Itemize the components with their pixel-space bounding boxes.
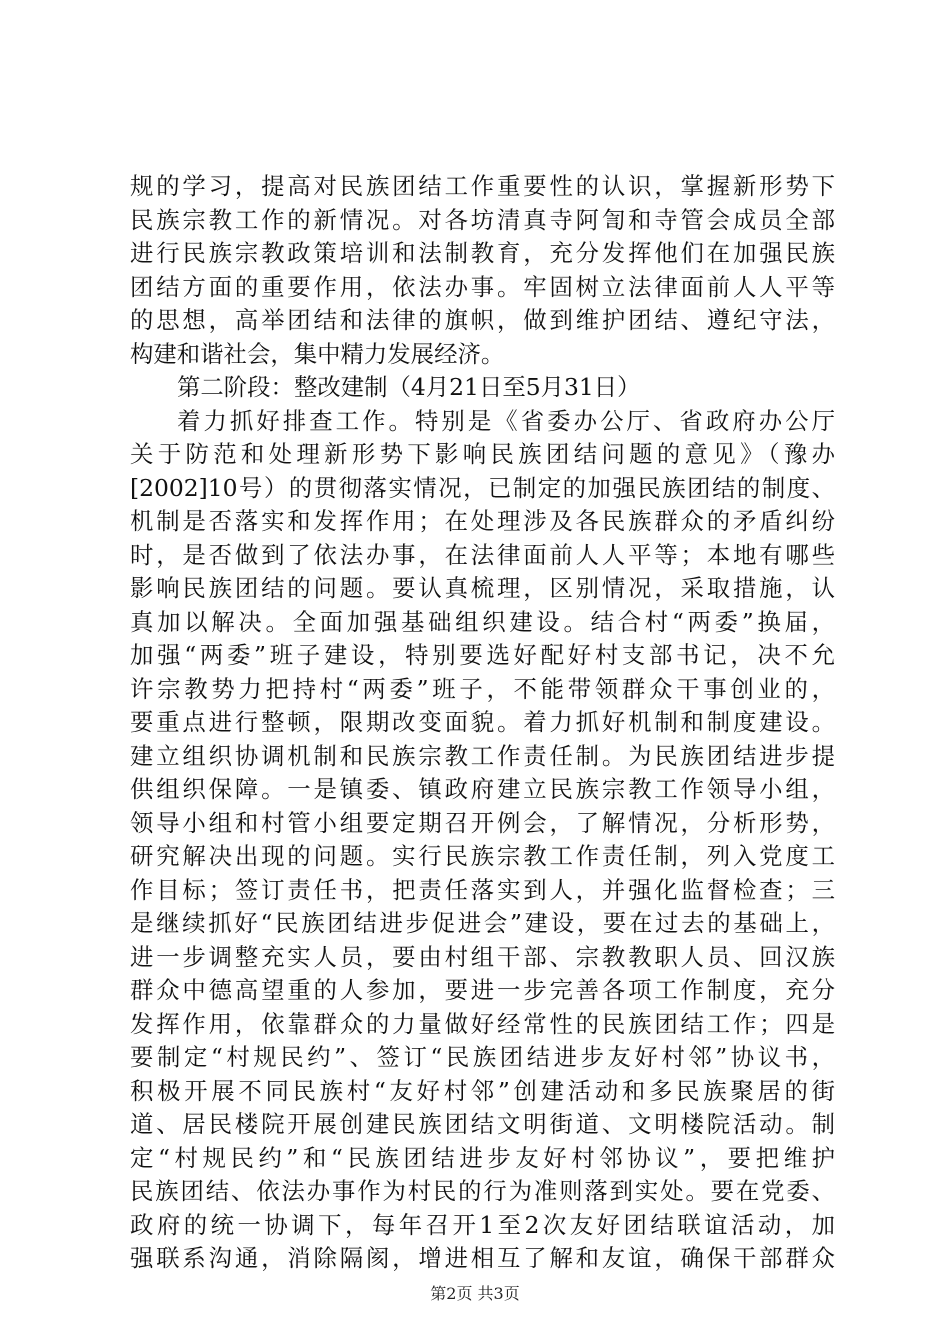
section-heading: 第二阶段：整改建制（4月21日至5月31日） xyxy=(177,373,641,401)
text-line: 进一步调整充实人员，要由村组干部、宗教教职人员、回汉族 xyxy=(130,942,835,971)
text-line: 民族宗教工作的新情况。对各坊清真寺阿訇和寺管会成员全部 xyxy=(130,205,835,234)
document-body xyxy=(130,170,835,1276)
text-line: 领导小组和村管小组要定期召开例会，了解情况，分析形势， xyxy=(130,808,835,837)
text-line: 真加以解决。全面加强基础组织建设。结合村“两委”换届， xyxy=(130,607,835,636)
text-line: 关于防范和处理新形势下影响民族团结问题的意见》（豫办 xyxy=(130,440,835,468)
text-line: 定“村规民约”和“民族团结进步友好村邻协议”，要把维护 xyxy=(130,1143,835,1172)
paragraph-first-line: 着力抓好排查工作。特别是《省委办公厅、省政府办公厅 xyxy=(177,406,835,435)
page-number-footer: 第2页 共3页 xyxy=(430,1284,520,1303)
text-line: 民族团结、依法办事作为村民的行为准则落到实处。要在党委、 xyxy=(130,1177,835,1205)
text-line: 的思想，高举团结和法律的旗帜，做到维护团结、遵纪守法， xyxy=(130,306,835,334)
text-line: 供组织保障。一是镇委、镇政府建立民族宗教工作领导小组， xyxy=(130,775,835,803)
text-line: 要制定“村规民约”、签订“民族团结进步友好村邻”协议书， xyxy=(130,1043,835,1071)
text-line: 作目标；签订责任书，把责任落实到人，并强化监督检查；三 xyxy=(130,875,835,904)
text-line: 时，是否做到了依法办事，在法律面前人人平等；本地有哪些 xyxy=(130,540,835,569)
text-line: 构建和谐社会，集中精力发展经济。 xyxy=(130,339,505,368)
text-line: 进行民族宗教政策培训和法制教育，充分发挥他们在加强民族 xyxy=(130,239,835,267)
text-line: 建立组织协调机制和民族宗教工作责任制。为民族团结进步提 xyxy=(130,741,835,770)
text-line: 要重点进行整顿，限期改变面貌。着力抓好机制和制度建设。 xyxy=(130,708,835,736)
text-line: 机制是否落实和发挥作用；在处理涉及各民族群众的矛盾纠纷 xyxy=(130,507,835,535)
text-line: 是继续抓好“民族团结进步促进会”建设，要在过去的基础上， xyxy=(130,909,835,937)
text-line: 发挥作用，依靠群众的力量做好经常性的民族团结工作；四是 xyxy=(130,1009,835,1038)
text-line: 研究解决出现的问题。实行民族宗教工作责任制，列入党度工 xyxy=(130,842,835,870)
text-line: 影响民族团结的问题。要认真梳理，区别情况，采取措施，认 xyxy=(130,574,835,602)
text-line: 团结方面的重要作用，依法办事。牢固树立法律面前人人平等 xyxy=(130,272,835,301)
text-line: 许宗教势力把持村“两委”班子，不能带领群众干事创业的， xyxy=(130,674,835,703)
text-line: 规的学习，提高对民族团结工作重要性的认识，掌握新形势下 xyxy=(130,172,835,200)
text-line: 政府的统一协调下，每年召开1至2次友好团结联谊活动，加 xyxy=(130,1210,835,1239)
text-line: 道、居民楼院开展创建民族团结文明街道、文明楼院活动。制 xyxy=(130,1110,835,1138)
text-line: 强联系沟通，消除隔阂，增进相互了解和友谊，确保干部群众 xyxy=(130,1244,835,1272)
text-line: 积极开展不同民族村“友好村邻”创建活动和多民族聚居的街 xyxy=(130,1076,835,1105)
text-line: 加强“两委”班子建设，特别要选好配好村支部书记，决不允 xyxy=(130,641,835,669)
text-line: 群众中德高望重的人参加，要进一步完善各项工作制度，充分 xyxy=(130,976,835,1004)
text-line: [2002]10号）的贯彻落实情况，已制定的加强民族团结的制度、 xyxy=(130,473,835,502)
